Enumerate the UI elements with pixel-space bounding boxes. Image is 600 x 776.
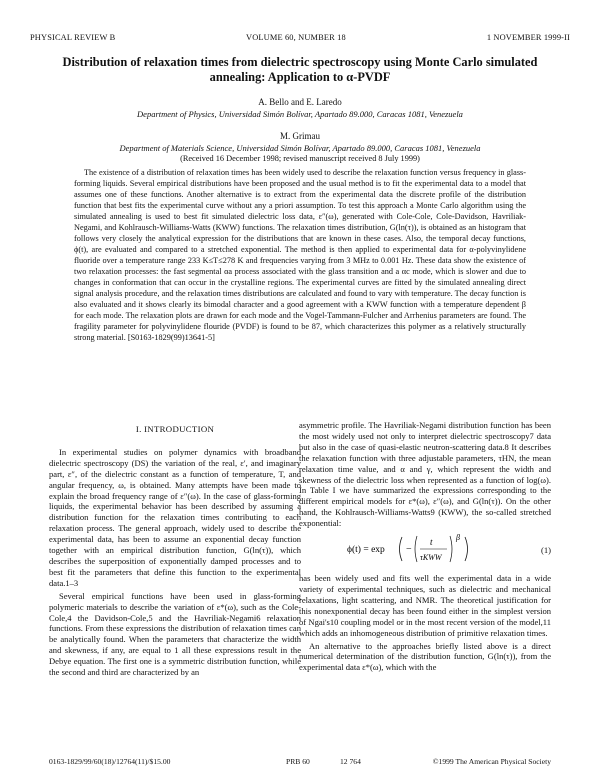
inner-left-paren: [415, 536, 417, 562]
section-heading: I. INTRODUCTION: [135, 424, 215, 434]
received-dates: (Received 16 December 1998; revised manuscript received 8 July 1999): [180, 154, 420, 163]
inner-right-paren: [450, 536, 452, 562]
fraction-numerator: t: [430, 536, 433, 547]
volume-number: VOLUME 60, NUMBER 18: [246, 33, 346, 42]
equation-1: [299, 533, 551, 567]
paper-title: Distribution of relaxation times from dielectric spectroscopy using Monte Carlo simulated annealing: Application to α-PVDF: [62, 55, 538, 84]
intro-paragraph-1: In experimental studies on polymer dynamics with broadband dielectric spectroscopy (DS) the variation of the real, ε′, and imaginary part, ε″, of the dielectric constant as a function of temperature, T, and angular frequency, ω, is obtained. Many attempts have been made to explain the broad frequency range of ε″(ω). In the case of glass-forming liquids, the experimental behavior has been described by assuming a distribution function for the relaxation times contributing to each relaxation process. The general approach, widely used to describe the experimental data, has been to assume an exponential decay function together with an empirical distribution function, G(ln(τ)), which describes the superposition of exponentially damped processes and to best fit the parameters that define this function to the experimental data.1–3: [49, 446, 301, 588]
left-bracket: [400, 537, 403, 561]
affiliation-physics: Department of Physics, Universidad Simón Bolívar, Apartado 89.000, Caracas 1081, Venezuela: [137, 109, 463, 119]
issue-date: 1 NOVEMBER 1999-II: [486, 33, 570, 42]
affiliation-materials: Department of Materials Science, Universidad Simón Bolívar, Apartado 89.000, Caracas 1081, Venezuela: [119, 143, 481, 153]
page-number: 12 764: [340, 757, 361, 766]
minus-sign: −: [406, 543, 412, 555]
right-column: [299, 420, 551, 673]
kww-equation: [347, 532, 537, 569]
fraction-denominator: τKWW: [420, 552, 442, 562]
footer-journal-volume: PRB 60: [286, 757, 310, 766]
copyright: ©1999 The American Physical Society: [432, 757, 551, 766]
footer-code: 0163-1829/99/60(18)/12764(11)/$15.00: [49, 757, 171, 766]
right-bracket: [465, 537, 468, 561]
abstract: The existence of a distribution of relaxation times has been widely used to describe the relaxation function versus frequency in glass-forming liquids. Several empirical distributions have been proposed and the usual method is to fit the experimental data to a model that assumes one of these functions. Another alternative is to extract from the experimental data the discrete profile of the distribution function that best fits the experimental curve without any a priori assumption. To test this approach a Monte Carlo algorithm using the simulated annealing is used to best fit simulated dielectric loss data, ε″(ω), generated with Cole-Cole, Cole-Davidson, Havriliak-Negami, and Kohlrausch-Williams-Watts (KWW) functions. The relaxation times distribution, G(ln(τ)), is obtained as an histogram that follows very closely the analytical expression for the distributions that are known in these cases. Also, the temporal decay functions, ϕ(t), are evaluated and compared to a stretched exponential. The method is then applied to experimental data for α-polyvinylidene fluoride over a temperature range 233 K≤T≤278 K and frequencies varying from 3 MHz to 0.001 Hz. These data show the existence of two relaxation processes: the fast segmental αa process associated with the glass transition and a αc mode, which is slower and due to changes in conformation that can occur in the crystalline regions. The experimental curves are fitted by the simulated annealing direct signal analysis procedure, and the relaxation times distributions are calculated and found to vary with temperature. The decay function is also evaluated and it shows clearly its bimodal character and a good agreement with a KWW function with a temperature dependent β for each mode. The relaxation plots are drawn for each mode and the Vogel-Tammann-Fulcher and Arrhenius parameters are found. The fragility parameter for polyvinylidene flouride (PVDF) is found to be 87, which characterizes this polymer as a relatively structurally strong material. [S0163-1829(99)13641-5]: [74, 168, 526, 342]
intro-paragraph-3: asymmetric profile. The Havriliak-Negami distribution function has been the most widely used not only to interpret dielectric spectroscopy7 data but also in the case of quasi-elastic neutron-scattering data.8 It describes the relaxation function with three adjustable parameters, τHN, the mean relaxation time value, and α and γ, which represent the width and skewness of the dielectric loss when represented as a function of log(ω). In Table I we have summarized the expressions corresponding to the different empirical models for ε*(ω), ε″(ω), and G(ln(τ)). On the other hand, the Kohlrausch-Williams-Watts9 (KWW), the so-called stretched exponential:: [299, 420, 551, 529]
journal-name: PHYSICAL REVIEW B: [30, 33, 116, 42]
left-column: [49, 420, 301, 678]
authors-primary: A. Bello and E. Laredo: [258, 97, 342, 107]
intro-paragraph-5: An alternative to the approaches briefly listed above is a direct numerical determination of the distribution function, G(ln(τ)), from the experimental data ε*(ω), which with the: [299, 640, 551, 673]
intro-paragraph-4: has been widely used and fits well the experimental data in a wide variety of experimental techniques, such as dielectric and mechanical relaxations, light scattering, and NMR. The theoretical justification for this nonexponential decay has been found either in the simplest version of Ngai's10 coupling model or in the most recent version of the model,11 which adds an inhomogeneous distribution of primitive relaxation times.: [299, 573, 551, 638]
equation-lhs: ϕ(t) = exp: [347, 544, 385, 555]
authors-secondary: M. Grimau: [280, 131, 320, 141]
kww-equation-graphic: [347, 532, 537, 566]
exponent-beta: β: [456, 532, 460, 542]
equation-number: (1): [540, 544, 551, 555]
intro-paragraph-2: Several empirical functions have been used in glass-forming polymeric materials to describe the variation of ε*(ω), such as the Cole-Cole,4 the Davidson-Cole,5 and the Havriliak-Negami6 relaxation functions. From these expressions the distribution of relaxation times can be analytically found. When the parameters that characterize the width and skewness, if any, are equal to 1 all these expressions result in the Debye equation. The first one is a symmetric distribution function, while the second and third are characterized by an: [49, 590, 301, 678]
